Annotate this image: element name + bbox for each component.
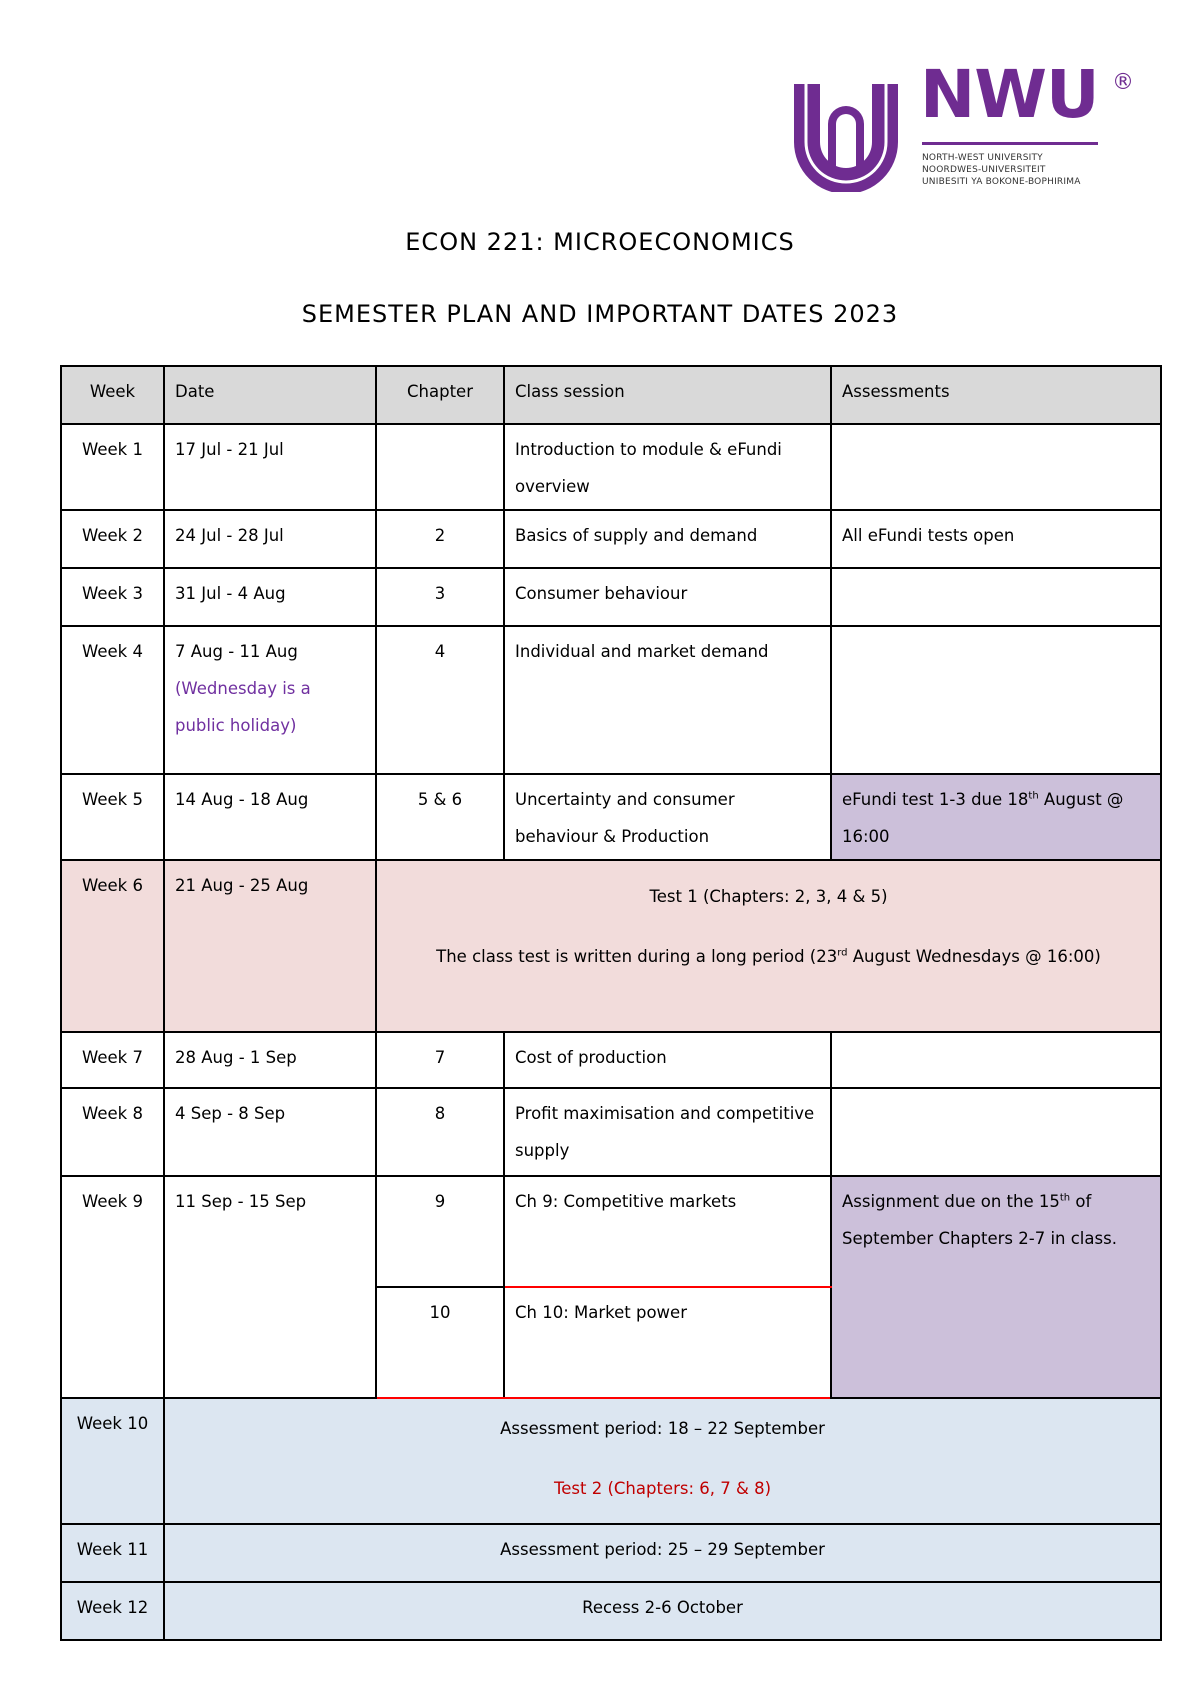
- week-cell: Week 2: [61, 510, 164, 568]
- assignment-due-text: Assignment due on the 15: [842, 1192, 1060, 1211]
- table-row: [61, 1176, 1161, 1287]
- table-row: [61, 1088, 1161, 1176]
- header-assessments: Assessments: [831, 366, 1161, 424]
- public-holiday-note: (Wednesday is a public holiday): [175, 679, 311, 735]
- session-cell: Cost of production: [504, 1032, 831, 1088]
- week-cell: Week 8: [61, 1088, 164, 1176]
- header-week: Week: [61, 366, 164, 424]
- chapter-cell: 10: [376, 1287, 504, 1398]
- table-row-test1: [61, 860, 1161, 1032]
- chapter-cell: 8: [376, 1088, 504, 1176]
- table-row: [61, 626, 1161, 774]
- ordinal-suffix: rd: [837, 947, 848, 959]
- semester-plan-table: [60, 365, 1162, 1641]
- nwu-logo: [786, 56, 1134, 197]
- session-cell: Consumer behaviour: [504, 568, 831, 626]
- date-cell: 21 Aug - 25 Aug: [164, 860, 376, 1032]
- assignment-due-details: of September Chapters 2-7 in class.: [842, 1192, 1117, 1248]
- recess-cell: Recess 2-6 October: [164, 1582, 1161, 1640]
- session-cell: Individual and market demand: [504, 626, 831, 774]
- course-title: ECON 221: MICROECONOMICS: [405, 228, 795, 256]
- week-cell: Week 6: [61, 860, 164, 1032]
- week-cell: Week 1: [61, 424, 164, 510]
- week-cell: Week 9: [61, 1176, 164, 1398]
- week-cell: Week 4: [61, 626, 164, 774]
- week-cell: Week 11: [61, 1524, 164, 1582]
- plan-title: SEMESTER PLAN AND IMPORTANT DATES 2023: [301, 300, 899, 328]
- test1-note: The class test is written during a long period (23rd August Wednesdays @ 16:00): [436, 947, 1101, 966]
- date-range: 7 Aug - 11 Aug: [175, 642, 298, 661]
- test1-cell: [376, 860, 1161, 1032]
- assessment-period-cell: [164, 1398, 1161, 1524]
- test2-text: Test 2 (Chapters: 6, 7 & 8): [553, 1479, 772, 1498]
- assessment-cell: [831, 626, 1161, 774]
- chapter-cell: 4: [376, 626, 504, 774]
- chapter-cell: 3: [376, 568, 504, 626]
- assessment-cell: [831, 424, 1161, 510]
- assignment-due-cell: [831, 1176, 1161, 1398]
- week-cell: Week 5: [61, 774, 164, 860]
- date-cell: 17 Jul - 21 Jul: [164, 424, 376, 510]
- session-cell: Introduction to module & eFundi overview: [504, 424, 831, 510]
- header-class-session: Class session: [504, 366, 831, 424]
- table-row: [61, 1032, 1161, 1088]
- table-row: [61, 774, 1161, 860]
- session-cell: Uncertainty and consumer behaviour & Production: [504, 774, 831, 860]
- session-cell: Ch 10: Market power: [504, 1287, 831, 1398]
- week-cell: Week 7: [61, 1032, 164, 1088]
- assessment-cell: [831, 568, 1161, 626]
- table-row: [61, 424, 1161, 510]
- date-cell: 31 Jul - 4 Aug: [164, 568, 376, 626]
- logo-line-afrikaans: NOORDWES-UNIVERSITEIT: [922, 165, 1046, 175]
- chapter-cell: [376, 424, 504, 510]
- ordinal-suffix: th: [1028, 790, 1039, 802]
- week-cell: Week 3: [61, 568, 164, 626]
- chapter-cell: 9: [376, 1176, 504, 1287]
- assessment-cell: [831, 1088, 1161, 1176]
- assessment-period-cell: Assessment period: 25 – 29 September: [164, 1524, 1161, 1582]
- header-date: Date: [164, 366, 376, 424]
- date-cell: 11 Sep - 15 Sep: [164, 1176, 376, 1398]
- assessment-cell: All eFundi tests open: [831, 510, 1161, 568]
- header-chapter: Chapter: [376, 366, 504, 424]
- table-header-row: [61, 366, 1161, 424]
- assessment-period-text: Assessment period: 18 – 22 September: [500, 1419, 825, 1438]
- assessment-cell-due: [831, 774, 1161, 860]
- table-row-recess: [61, 1582, 1161, 1640]
- week-cell: Week 12: [61, 1582, 164, 1640]
- date-cell: 14 Aug - 18 Aug: [164, 774, 376, 860]
- chapter-cell: 5 & 6: [376, 774, 504, 860]
- table-row: [61, 510, 1161, 568]
- logo-line-english: NORTH-WEST UNIVERSITY: [922, 153, 1043, 163]
- chapter-cell: 7: [376, 1032, 504, 1088]
- registered-mark: ®: [1112, 70, 1134, 95]
- logo-rule: [922, 142, 1098, 145]
- session-cell: Profit maximisation and competitive supply: [504, 1088, 831, 1176]
- week-cell: Week 10: [61, 1398, 164, 1524]
- date-cell: 24 Jul - 28 Jul: [164, 510, 376, 568]
- date-cell: [164, 626, 376, 774]
- table-row-assessment: [61, 1398, 1161, 1524]
- date-cell: 28 Aug - 1 Sep: [164, 1032, 376, 1088]
- test1-title: Test 1 (Chapters: 2, 3, 4 & 5): [649, 887, 888, 906]
- efundi-due-text: eFundi test 1-3 due 18: [842, 790, 1029, 809]
- ordinal-suffix: th: [1059, 1192, 1071, 1204]
- logo-wordmark: NWU: [920, 56, 1099, 133]
- chapter-cell: 2: [376, 510, 504, 568]
- table-row-assessment: [61, 1524, 1161, 1582]
- logo-line-setswana: UNIBESITI YA BOKONE-BOPHIRIMA: [922, 177, 1081, 187]
- assessment-cell: [831, 1032, 1161, 1088]
- session-cell: Ch 9: Competitive markets: [504, 1176, 831, 1287]
- session-cell: Basics of supply and demand: [504, 510, 831, 568]
- table-row: [61, 568, 1161, 626]
- efundi-due-time: August @ 16:00: [842, 790, 1124, 846]
- nwu-emblem-icon: [786, 72, 906, 192]
- date-cell: 4 Sep - 8 Sep: [164, 1088, 376, 1176]
